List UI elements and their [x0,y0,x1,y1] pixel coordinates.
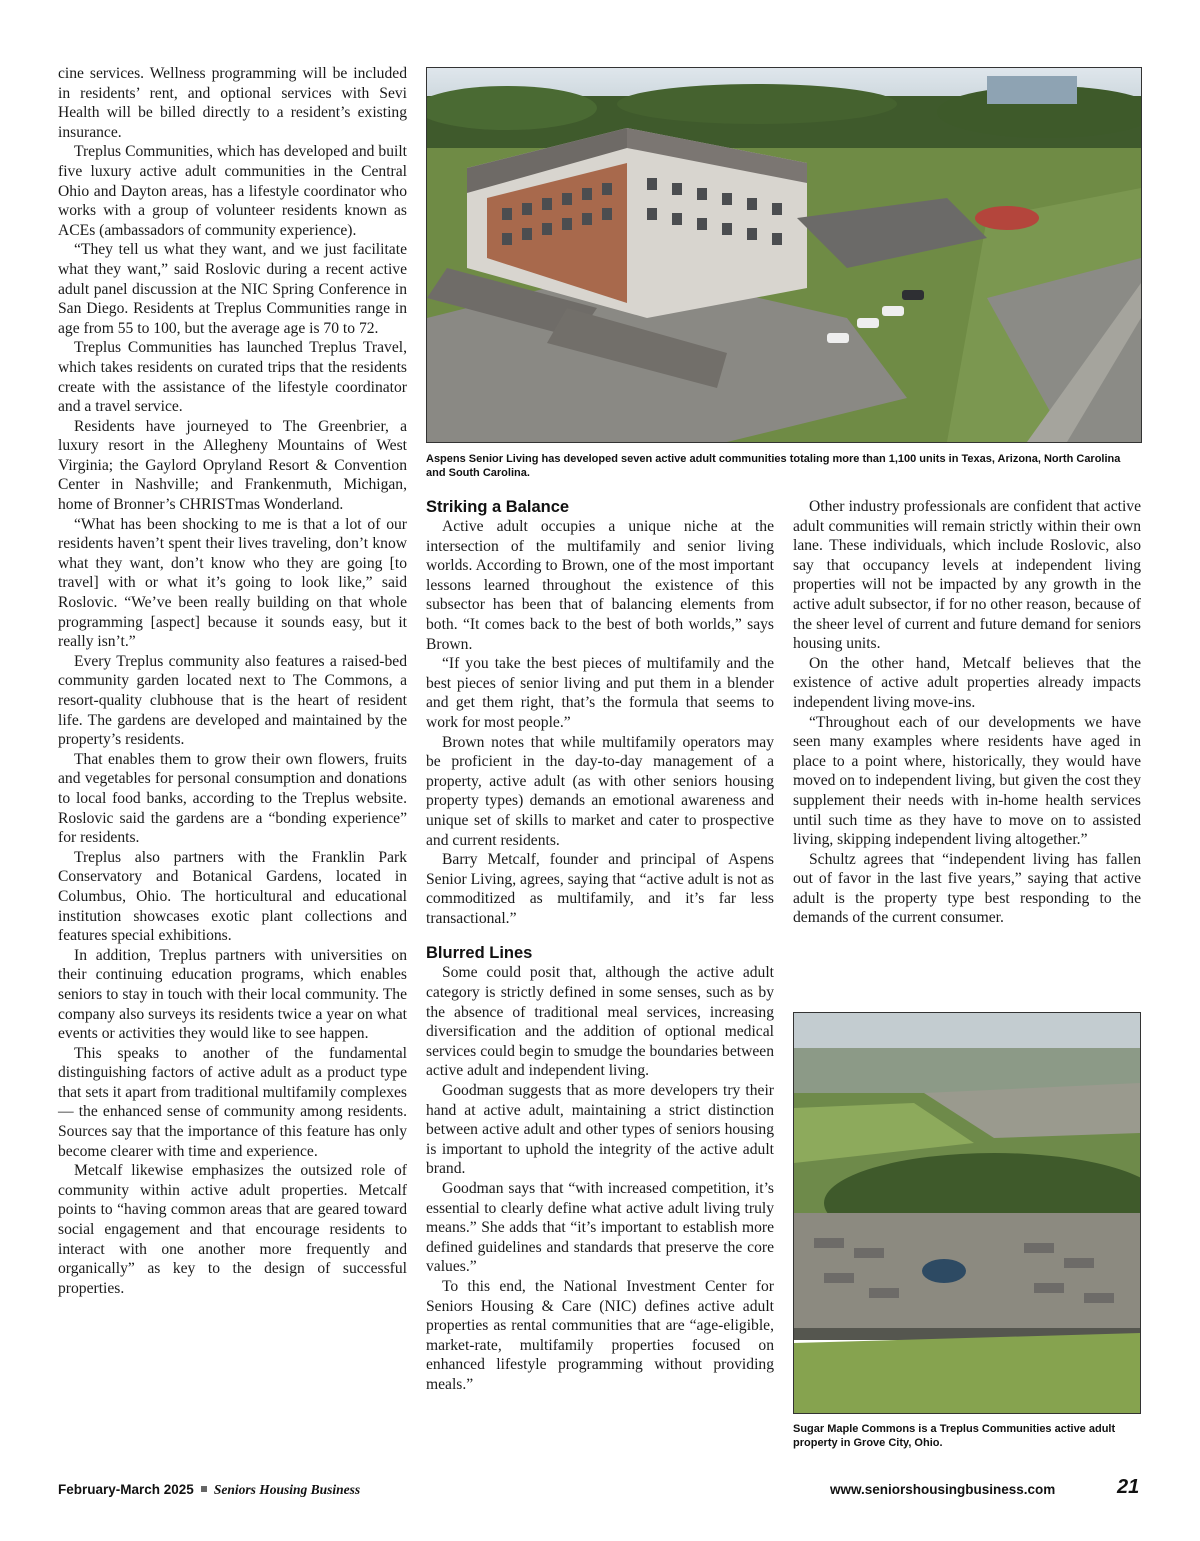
footer-publication: Seniors Housing Business [213,1482,361,1497]
paragraph: Other industry professionals are confident that active adult communities will remain strictly within their own lane. These individuals, which include Roslovic, also say that occupancy levels at independent living properties will not be impacted by any growth in the active adult subsector, if for no other reason, because of the sheer level of current and future demand for seniors housing units. [793,498,1141,653]
sugar-maple-photo-illustration [794,1013,1140,1413]
paragraph: Barry Metcalf, founder and principal of Aspens Senior Living, agrees, saying that “active adult is not as commoditized as multifamily, and it’s far less transactional.” [426,851,774,927]
paragraph: Treplus Communities has launched Treplus Travel, which takes residents on curated trips that the residents create with the assistance of the lifestyle coordinator and a travel service. [58,339,407,416]
paragraph: Schultz agrees that “independent living has fallen out of favor in the last five years,” saying that active adult is the property type best responding to the demands of the current consumer. [793,850,1141,927]
photo-caption-aspens: Aspens Senior Living has developed seven active adult communities totaling more than 1,100 units in Texas, Arizona, North Carolina and South Carolina. [426,453,1121,479]
paragraph: Residents have journeyed to The Greenbrier, a luxury resort in the Allegheny Mountains of West Virginia; the Gaylord Opryland Resort & Convention Center in Nashville; and Frankenmuth, Michigan, home of Bronner’s CHRISTmas Wonderland. [58,417,407,514]
sugar-maple-commons-aerial-photo [793,1012,1141,1414]
section-heading-striking-a-balance: Striking a Balance [426,498,570,516]
square-bullet-icon [201,1486,207,1492]
paragraph: “Throughout each of our developments we have seen many examples where residents have aged in place to a point where, historically, they would have moved on to independent living, but given the cost they supplement their needs with in-home health services until such time as they have to move on to assisted living, skipping independent living altogether.” [793,713,1141,849]
paragraph: Brown notes that while multifamily operators may be proficient in the day-to-day management of a property, active adult (as with other seniors housing property types) demands an emotional awareness and unique set of skills to market and cater to prospective and current residents. [426,733,774,849]
paragraph: Treplus Communities, which has developed and built five luxury active adult communities in the Central Ohio and Dayton areas, has a lifestyle coordinator who works with a group of volunteer residents known as ACEs (ambassadors of community experience). [58,143,407,239]
page-number: 21 [1117,1476,1140,1498]
footer-issue [58,1482,360,1498]
paragraph: Goodman says that “with increased competition, it’s essential to clearly define what active adult living truly means.” She adds that “it’s important to establish more defined guidelines and standards that preserve the core values.” [426,1180,774,1276]
paragraph: Some could posit that, although the active adult category is strictly defined in some senses, such as by the absence of traditional meal services, increasing diversification and the addition of optional medical services could begin to smudge the boundaries between active adult and independent living. [426,964,774,1080]
paragraph: “What has been shocking to me is that a lot of our residents haven’t spent their lives traveling, don’t know what they want, don’t know who they are going [to travel] with or what it’s going to look like,” said Roslovic. “We’ve been really building on that whole programming [aspect] because it sounds easy, but it really isn’t.” [58,515,407,651]
paragraph: “If you take the best pieces of multifamily and the best pieces of senior living and put them in a blender and get them right, that’s the formula that seems to work for most people.” [426,655,774,731]
article-column-1 [58,64,407,1298]
paragraph: Metcalf likewise emphasizes the outsized role of community within active adult properties. Metcalf points to “having common areas that are geared toward social engagement and that encourage residents to interact with one another more frequently and organically” as key to the design of successful properties. [58,1162,407,1297]
paragraph: That enables them to grow their own flowers, fruits and vegetables for personal consumption and donations to local food banks, according to the Treplus website. Roslovic said the gardens are a “bonding experience” for residents. [58,750,407,847]
article-column-3 [793,497,1141,928]
paragraph: Treplus also partners with the Franklin Park Conservatory and Botanical Gardens, located in Columbus, Ohio. The horticultural and educational institution showcases exotic plant collections and features special exhibitions. [58,848,407,945]
paragraph: Active adult occupies a unique niche at the intersection of the multifamily and senior living worlds. According to Brown, one of the most important lessons learned throughout the existence of this subsector has been that of balancing elements from both. “It comes back to the best of both worlds,” says Brown. [426,518,774,653]
section-heading-blurred-lines: Blurred Lines [426,944,533,963]
paragraph: In addition, Treplus partners with universities on their continuing education programs, which enables seniors to stay in touch with their local community. The company also surveys its residents twice a year on what events or activities they would like to see happen. [58,946,407,1043]
paragraph: “They tell us what they want, and we just facilitate what they want,” said Roslovic during a recent active adult panel discussion at the NIC Spring Conference in San Diego. Residents at Treplus Communities range in age from 55 to 100, but the average age is 70 to 72. [58,241,407,337]
paragraph: cine services. Wellness programming will be included in residents’ rent, and optional services with Sevi Health will be billed directly to a resident’s existing insurance. [58,65,407,141]
paragraph: Every Treplus community also features a raised-bed community garden located next to The Commons, a resort-quality clubhouse that is the heart of resident life. The gardens are developed and maintained by the property’s residents. [58,652,407,749]
aspens-community-aerial-photo [426,67,1142,443]
paragraph: On the other hand, Metcalf believes that the existence of active adult properties already impacts independent living move-ins. [793,654,1141,711]
paragraph: Goodman suggests that as more developers try their hand at active adult, maintaining a strict distinction between active adult and other types of seniors housing is important to uphold the integrity of the active adult brand. [426,1082,774,1178]
paragraph: This speaks to another of the fundamental distinguishing factors of active adult as a product type that sets it apart from traditional multifamily complexes — the enhanced sense of community among residents. Sources say that the importance of this feature has only become clearer with time and experience. [58,1044,407,1160]
footer-date: February-March 2025 [58,1482,194,1497]
photo-caption-sugar-maple: Sugar Maple Commons is a Treplus Communities active adult property in Grove City, Ohio. [793,1423,1116,1449]
paragraph: To this end, the National Investment Center for Seniors Housing & Care (NIC) defines active adult properties as rental communities that are “age-eligible, market-rate, multifamily properties focused on enhanced lifestyle programming without providing meals.” [426,1277,774,1393]
footer-url: www.seniorshousingbusiness.com [830,1482,1056,1497]
aspens-photo-illustration [427,68,1141,442]
article-column-2 [426,497,774,1395]
